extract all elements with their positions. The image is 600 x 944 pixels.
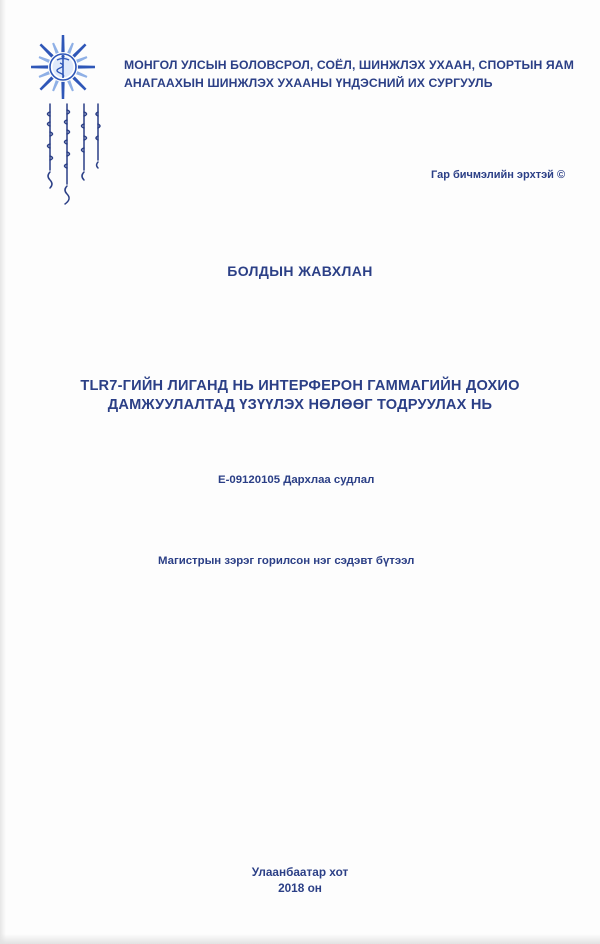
scan-shadow-left	[0, 0, 6, 944]
emblem-ray	[67, 80, 74, 91]
thesis-title-line-2: ДАМЖУУЛАЛТАД ҮЗҮҮЛЭХ НӨЛӨӨГ ТОДРУУЛАХ НЬ	[107, 397, 493, 413]
emblem-ray	[40, 44, 54, 58]
author-name: БОЛДЫН ЖАВХЛАН	[227, 263, 373, 279]
emblem-ray	[52, 80, 59, 91]
emblem-ray	[39, 71, 50, 78]
emblem-ray	[76, 71, 87, 78]
emblem-ray	[78, 65, 95, 68]
degree-statement: Магистрын зэрэг горилсон нэг сэдэвт бүтээл	[158, 555, 415, 567]
caduceus-emblem-icon	[30, 34, 96, 100]
emblem-ray	[52, 43, 59, 54]
mongolian-script-vertical-text	[40, 100, 110, 210]
copyright-notice: Гар бичмэлийн эрхтэй ©	[431, 169, 566, 181]
emblem-ray	[72, 76, 86, 90]
emblem-ray	[39, 56, 50, 63]
city-name: Улаанбаатар хот	[251, 865, 349, 879]
scan-shadow-bottom	[0, 934, 600, 944]
emblem-ray	[61, 35, 64, 52]
emblem-ray	[72, 44, 86, 58]
emblem-ray	[40, 76, 54, 90]
university-name: АНАГААХЫН ШИНЖЛЭХ УХААНЫ ҮНДЭСНИЙ ИХ СУРГУУЛЬ	[124, 76, 493, 90]
emblem-ray	[31, 65, 48, 68]
emblem-ray	[76, 56, 87, 63]
emblem-ray	[67, 43, 74, 54]
emblem-ray	[61, 82, 64, 99]
ministry-name: МОНГОЛ УЛСЫН БОЛОВСРОЛ, СОЁЛ, ШИНЖЛЭХ УХААН, СПОРТЫН ЯАМ	[124, 58, 574, 72]
specialty-code: E-09120105 Дархлаа судлал	[218, 474, 375, 486]
thesis-title-line-1: TLR7-ГИЙН ЛИГАНД НЬ ИНТЕРФЕРОН ГАММАГИЙН ДОХИО	[80, 378, 520, 394]
year: 2018 он	[278, 881, 322, 895]
